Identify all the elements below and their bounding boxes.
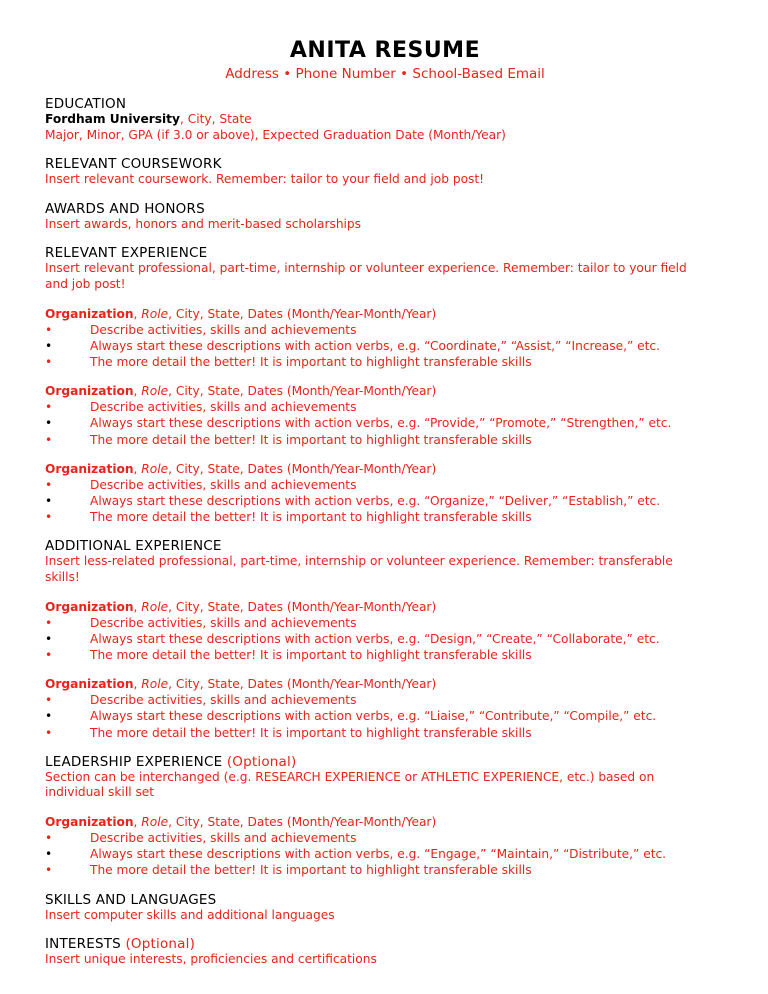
bullet-icon: • bbox=[45, 725, 53, 740]
entry-header bbox=[45, 306, 725, 322]
experience-entry bbox=[45, 676, 725, 741]
entry-header bbox=[45, 461, 725, 477]
bullet-item bbox=[45, 830, 725, 846]
bullet-text: Describe activities, skills and achievements bbox=[90, 322, 357, 337]
interests-text: Insert unique interests, proficiencies and certifications bbox=[45, 952, 377, 967]
skills-section bbox=[45, 892, 725, 924]
role-name: Role bbox=[141, 677, 169, 692]
role-name: Role bbox=[141, 384, 169, 399]
additional-experience-entries bbox=[45, 599, 725, 741]
entry-header bbox=[45, 599, 725, 615]
role-name: Role bbox=[141, 599, 169, 614]
coursework-section bbox=[45, 156, 725, 188]
bullet-icon: • bbox=[45, 693, 53, 708]
entry-header bbox=[45, 814, 725, 830]
separator: , bbox=[133, 461, 142, 476]
leadership-entries bbox=[45, 814, 725, 879]
organization-name: Organization bbox=[45, 814, 134, 829]
bullet-item bbox=[45, 477, 725, 493]
relevant-experience-intro-line-2: and job post! bbox=[45, 276, 126, 291]
bullet-icon: • bbox=[45, 322, 53, 337]
bullet-text: Describe activities, skills and achievements bbox=[90, 693, 357, 708]
awards-text: Insert awards, honors and merit-based scholarships bbox=[45, 216, 362, 231]
education-school-line bbox=[45, 112, 725, 128]
interests-heading-text: INTERESTS bbox=[45, 936, 121, 953]
entry-bullet-list bbox=[45, 477, 725, 526]
bullet-text: The more detail the better! It is important to highlight transferable skills bbox=[90, 863, 532, 878]
entry-location-dates: , City, State, Dates (Month/Year-Month/Year) bbox=[168, 677, 437, 692]
organization-name: Organization bbox=[45, 461, 134, 476]
separator: , bbox=[133, 599, 142, 614]
organization-name: Organization bbox=[45, 384, 134, 399]
bullet-item bbox=[45, 322, 725, 338]
separator: , bbox=[133, 814, 142, 829]
bullet-icon: • bbox=[45, 863, 53, 878]
leadership-heading bbox=[45, 754, 725, 770]
bullet-text: The more detail the better! It is important to highlight transferable skills bbox=[90, 354, 532, 369]
entry-location-dates: , City, State, Dates (Month/Year-Month/Year) bbox=[168, 599, 437, 614]
bullet-text: Always start these descriptions with action verbs, e.g. “Coordinate,” “Assist,” “Increase,” etc. bbox=[90, 338, 661, 353]
bullet-icon: • bbox=[45, 830, 53, 845]
education-heading: EDUCATION bbox=[45, 96, 127, 112]
interests-section bbox=[45, 936, 725, 968]
bullet-item bbox=[45, 509, 725, 525]
role-name: Role bbox=[141, 814, 169, 829]
additional-experience-heading: ADDITIONAL EXPERIENCE bbox=[45, 538, 222, 555]
resume-name: ANITA RESUME bbox=[289, 38, 481, 63]
leadership-optional-label: (Optional) bbox=[222, 753, 297, 770]
education-section bbox=[45, 96, 725, 143]
experience-entry bbox=[45, 814, 725, 879]
awards-section bbox=[45, 201, 725, 233]
entry-header bbox=[45, 383, 725, 399]
bullet-icon: • bbox=[45, 354, 53, 369]
bullet-icon: • bbox=[45, 493, 53, 508]
entry-bullet-list bbox=[45, 830, 725, 879]
entry-bullet-list bbox=[45, 399, 725, 448]
bullet-item bbox=[45, 432, 725, 448]
bullet-item bbox=[45, 692, 725, 708]
bullet-text: Always start these descriptions with action verbs, e.g. “Engage,” “Maintain,” “Distribute,” etc. bbox=[90, 847, 667, 862]
bullet-text: Describe activities, skills and achievements bbox=[90, 615, 357, 630]
organization-name: Organization bbox=[45, 306, 134, 321]
entry-bullet-list bbox=[45, 692, 725, 741]
bullet-text: The more detail the better! It is important to highlight transferable skills bbox=[90, 725, 532, 740]
entry-location-dates: , City, State, Dates (Month/Year-Month/Year) bbox=[168, 384, 437, 399]
bullet-icon: • bbox=[45, 400, 53, 415]
bullet-item bbox=[45, 647, 725, 663]
awards-heading: AWARDS AND HONORS bbox=[45, 200, 205, 217]
skills-text: Insert computer skills and additional languages bbox=[45, 907, 335, 922]
interests-optional-label: (Optional) bbox=[120, 936, 196, 953]
skills-heading: SKILLS AND LANGUAGES bbox=[45, 891, 217, 908]
leadership-heading-text: LEADERSHIP EXPERIENCE bbox=[45, 753, 223, 770]
bullet-text: Describe activities, skills and achievements bbox=[90, 830, 357, 845]
school-location: , City, State bbox=[179, 112, 252, 126]
entry-bullet-list bbox=[45, 615, 725, 664]
bullet-text: Always start these descriptions with action verbs, e.g. “Provide,” “Promote,” “Strengthen,” etc. bbox=[90, 416, 672, 431]
bullet-item bbox=[45, 631, 725, 647]
bullet-item bbox=[45, 708, 725, 724]
additional-experience-intro-line-2: skills! bbox=[45, 569, 80, 584]
bullet-icon: • bbox=[45, 477, 53, 492]
additional-experience-intro-line-1: Insert less-related professional, part-time, internship or volunteer experience. Remember: transferable bbox=[45, 554, 673, 569]
bullet-item bbox=[45, 862, 725, 878]
relevant-experience-intro-line-1: Insert relevant professional, part-time, internship or volunteer experience. Remember: tailor to your field bbox=[45, 261, 687, 276]
role-name: Role bbox=[141, 306, 169, 321]
entry-location-dates: , City, State, Dates (Month/Year-Month/Year) bbox=[168, 814, 437, 829]
entry-location-dates: , City, State, Dates (Month/Year-Month/Year) bbox=[168, 306, 437, 321]
bullet-item bbox=[45, 415, 725, 431]
organization-name: Organization bbox=[45, 599, 134, 614]
separator: , bbox=[133, 306, 142, 321]
bullet-item bbox=[45, 615, 725, 631]
education-details: Major, Minor, GPA (if 3.0 or above), Expected Graduation Date (Month/Year) bbox=[45, 127, 506, 142]
bullet-icon: • bbox=[45, 416, 53, 431]
bullet-icon: • bbox=[45, 647, 53, 662]
bullet-item bbox=[45, 338, 725, 354]
entry-bullet-list bbox=[45, 322, 725, 371]
bullet-icon: • bbox=[45, 510, 53, 525]
experience-entry bbox=[45, 461, 725, 526]
separator: , bbox=[133, 677, 142, 692]
bullet-item bbox=[45, 354, 725, 370]
bullet-item bbox=[45, 399, 725, 415]
leadership-section bbox=[45, 754, 725, 801]
contact-line: Address • Phone Number • School-Based Email bbox=[225, 66, 545, 82]
bullet-text: Always start these descriptions with action verbs, e.g. “Liaise,” “Contribute,” “Compile,” etc. bbox=[90, 709, 657, 724]
organization-name: Organization bbox=[45, 677, 134, 692]
bullet-item bbox=[45, 725, 725, 741]
experience-entry bbox=[45, 383, 725, 448]
relevant-experience-heading: RELEVANT EXPERIENCE bbox=[45, 245, 208, 262]
bullet-icon: • bbox=[45, 338, 53, 353]
bullet-icon: • bbox=[45, 631, 53, 646]
bullet-text: Always start these descriptions with action verbs, e.g. “Design,” “Create,” “Collaborate,” etc. bbox=[90, 631, 660, 646]
bullet-icon: • bbox=[45, 709, 53, 724]
school-name: Fordham University bbox=[45, 112, 180, 126]
coursework-text: Insert relevant coursework. Remember: tailor to your field and job post! bbox=[45, 172, 485, 187]
bullet-icon: • bbox=[45, 615, 53, 630]
relevant-experience-intro bbox=[45, 261, 725, 292]
bullet-text: Always start these descriptions with action verbs, e.g. “Organize,” “Deliver,” “Establish,” etc. bbox=[90, 493, 661, 508]
entry-header bbox=[45, 676, 725, 692]
experience-entry bbox=[45, 306, 725, 371]
bullet-text: The more detail the better! It is important to highlight transferable skills bbox=[90, 432, 532, 447]
bullet-icon: • bbox=[45, 432, 53, 447]
experience-entry bbox=[45, 599, 725, 664]
bullet-text: The more detail the better! It is important to highlight transferable skills bbox=[90, 647, 532, 662]
role-name: Role bbox=[141, 461, 169, 476]
resume-page bbox=[45, 36, 725, 981]
bullet-item bbox=[45, 846, 725, 862]
bullet-text: The more detail the better! It is important to highlight transferable skills bbox=[90, 510, 532, 525]
entry-location-dates: , City, State, Dates (Month/Year-Month/Year) bbox=[168, 461, 437, 476]
bullet-text: Describe activities, skills and achievements bbox=[90, 400, 357, 415]
leadership-intro-line-1: Section can be interchanged (e.g. RESEARCH EXPERIENCE or ATHLETIC EXPERIENCE, etc.) based on bbox=[45, 769, 655, 784]
bullet-icon: • bbox=[45, 847, 53, 862]
leadership-intro-line-2: individual skill set bbox=[45, 785, 155, 800]
bullet-item bbox=[45, 493, 725, 509]
relevant-experience-entries bbox=[45, 306, 725, 526]
bullet-text: Describe activities, skills and achievements bbox=[90, 477, 357, 492]
separator: , bbox=[133, 384, 142, 399]
additional-experience-intro bbox=[45, 554, 725, 585]
interests-heading bbox=[45, 936, 725, 952]
additional-experience-section bbox=[45, 538, 725, 585]
relevant-experience-section bbox=[45, 245, 725, 292]
leadership-intro bbox=[45, 770, 725, 801]
coursework-heading: RELEVANT COURSEWORK bbox=[45, 156, 222, 173]
